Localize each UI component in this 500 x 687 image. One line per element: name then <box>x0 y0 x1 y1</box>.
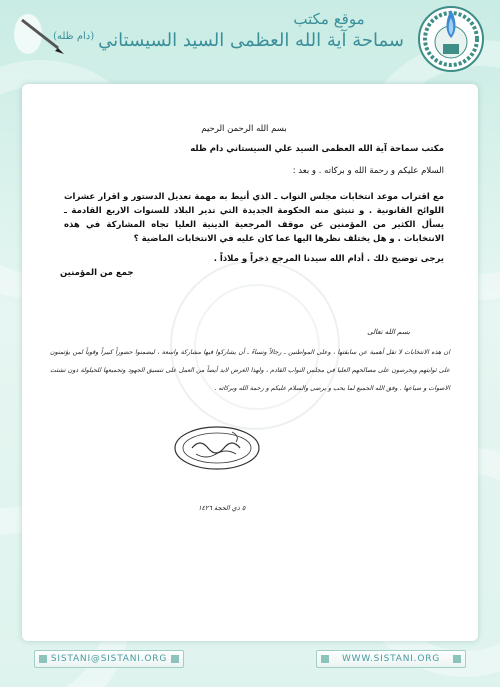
reply-body: ان هذه الانتخابات لا تقل أهمية عن سابقتها ، وعلى المواطنين ـ رجالاً ونساءً ـ أن يشاركوا فيها مشاركة واسعة ، ليضمنوا حضوراً كبيراً وقوياً لمن يؤتمنون على ثوابتهم ويحرصون على مصالحهم العليا في مجلس النواب القادم ، ولهذا الغرض لابد أيضاً من العمل على تنسيق الجهود وتجميعها للحيلولة دون تشتت الاصوات و ضياعها . وفق الله الجميع لما يحب و يرضى والسلام عليكم و رحمة الله وبركاته . <box>50 349 450 392</box>
official-seal-stamp <box>172 424 262 472</box>
letter-recipient: مكتب سماحة آية الله العظمى السيد علي السيستاني دام ظله <box>190 144 444 154</box>
title-suffix: (دام ظله) <box>53 31 95 42</box>
site-name: موقع مكتب <box>293 10 365 28</box>
letter-signer: جمع من المؤمنين <box>60 268 134 278</box>
reply-basmala: بسم الله تعالى <box>367 328 410 336</box>
title-text: سماحة آية الله العظمى السيد السيستاني <box>98 30 404 51</box>
email-link[interactable] <box>34 650 184 668</box>
email-text: SISTANI@SISTANI.ORG <box>50 654 168 664</box>
website-link[interactable] <box>316 650 466 668</box>
question-letter <box>60 124 444 278</box>
sistani-logo-icon <box>416 4 486 74</box>
page-header <box>0 0 500 80</box>
footer-bullet-icon <box>171 655 179 663</box>
letter-page <box>22 84 478 641</box>
letter-request: يرجى توضيح ذلك . أدام الله سيدنا المرجع ذخراً و ملاذاً . <box>213 254 444 264</box>
page-title <box>53 30 404 51</box>
letter-body: مع اقتراب موعد انتخابات مجلس النواب ـ الذي أنيط به مهمة تعديل الدستور و اقرار عشرات اللوائح القانونية . و تنبثق منه الحكومة الجديدة التي تدير البلاد للسنوات الاربع القادمة ـ يسأل الكثير من المؤمنين عن موقف المرجعية الدينية العليا تجاه المشاركة في هذه الانتخابات . و هل يختلف نظرها اليها عما كان عليه في الانتخابات الماضية ؟ <box>64 192 444 244</box>
reply-date: ٥ ذي الحجة ١٤٢٦ <box>198 504 246 512</box>
footer-bullet-icon <box>453 655 461 663</box>
letter-greeting: السلام عليكم و رحمة الله و بركاته . و بعد : <box>292 166 444 176</box>
footer-bullet-icon <box>39 655 47 663</box>
website-text: WWW.SISTANI.ORG <box>341 654 441 664</box>
footer-bullet-icon <box>321 655 329 663</box>
letter-basmala: بسم الله الرحمن الرحيم <box>201 124 287 134</box>
handwritten-reply <box>50 328 450 398</box>
